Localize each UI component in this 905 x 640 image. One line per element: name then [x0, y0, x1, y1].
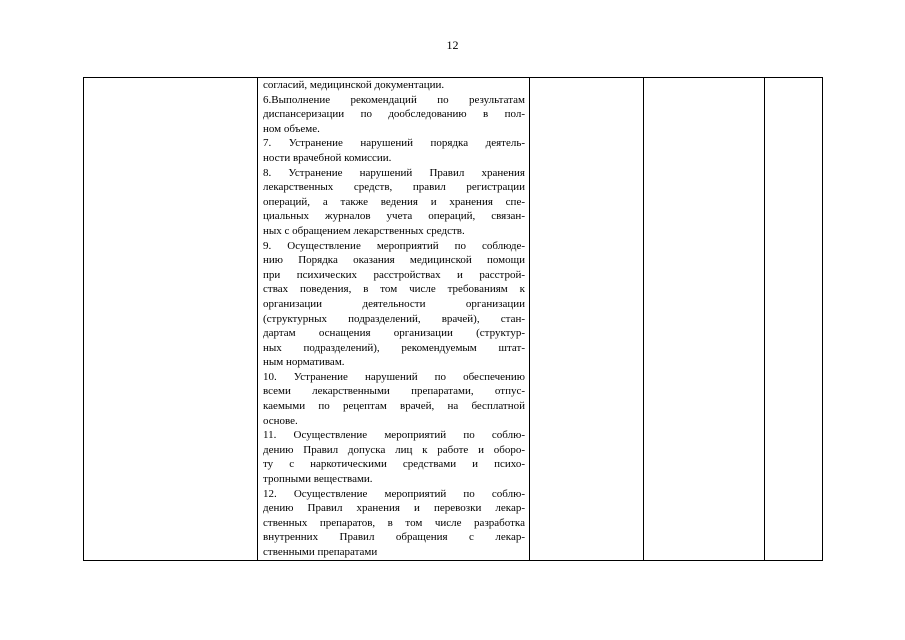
text-line: ственных препаратов, в том числе разработка [263, 516, 525, 529]
text-line: 8. Устранение нарушений Правил хранения [263, 166, 525, 179]
text-line: ных с обращением лекарственных средств. [263, 224, 465, 237]
document-table [83, 77, 823, 561]
table-cell-1 [84, 78, 258, 561]
text-line: ту с наркотическими средствами и психо- [263, 458, 525, 471]
table-cell-content [258, 78, 530, 561]
text-line: 11. Осуществление мероприятий по соблю- [263, 429, 525, 442]
text-line: основе. [263, 414, 298, 427]
text-line: ствах поведения, в том числе требованиям к [263, 283, 525, 296]
text-line: 6.Выполнение рекомендаций по результатам [263, 93, 525, 106]
text-line: циальных журналов учета операций, связан- [263, 210, 525, 223]
text-line: операций, а также ведения и хранения спе- [263, 195, 525, 208]
text-line: 10. Устранение нарушений по обеспечению [263, 370, 525, 383]
text-line: согласий, медицинской документации. [263, 79, 445, 91]
text-line: ности врачебной комиссии. [263, 151, 392, 164]
text-line: внутренних Правил обращения с лекар- [263, 531, 525, 544]
text-line: нию Порядка оказания медицинской помощи [263, 254, 525, 267]
text-line: 12. Осуществление мероприятий по соблю- [263, 487, 525, 500]
text-line: 9. Осуществление мероприятий по соблюде- [263, 239, 525, 252]
text-line: всеми лекарственными препаратами, отпус- [263, 385, 525, 398]
text-line: дению Правил хранения и перевозки лекар- [263, 502, 525, 515]
table-row [84, 78, 823, 561]
text-line: ным нормативам. [263, 356, 345, 369]
text-line: организации деятельности организации [263, 297, 525, 310]
text-line: ных подразделений), рекомендуемым штат- [263, 341, 525, 354]
text-line: лекарственных средств, правил регистрации [263, 181, 525, 194]
text-line: ном объеме. [263, 122, 320, 135]
text-line: каемыми по рецептам врачей, на бесплатной [263, 400, 525, 413]
text-line: диспансеризации по дообследованию в пол- [263, 108, 525, 121]
text-line: дартам оснащения организации (структур- [263, 327, 525, 340]
page-number: 12 [446, 38, 459, 52]
table-cell-3 [530, 78, 644, 561]
text-line: ственными препаратами [263, 546, 378, 558]
text-line: 7. Устранение нарушений порядка деятель- [263, 137, 525, 150]
table-cell-5 [765, 78, 823, 561]
table-cell-4 [644, 78, 765, 561]
content-text [263, 78, 525, 560]
text-line: тропными веществами. [263, 473, 373, 486]
text-line: (структурных подразделений, врачей), стан- [263, 312, 525, 325]
text-line: дению Правил допуска лиц к работе и оборо- [263, 443, 525, 456]
text-line: при психических расстройствах и расстрой- [263, 268, 525, 281]
